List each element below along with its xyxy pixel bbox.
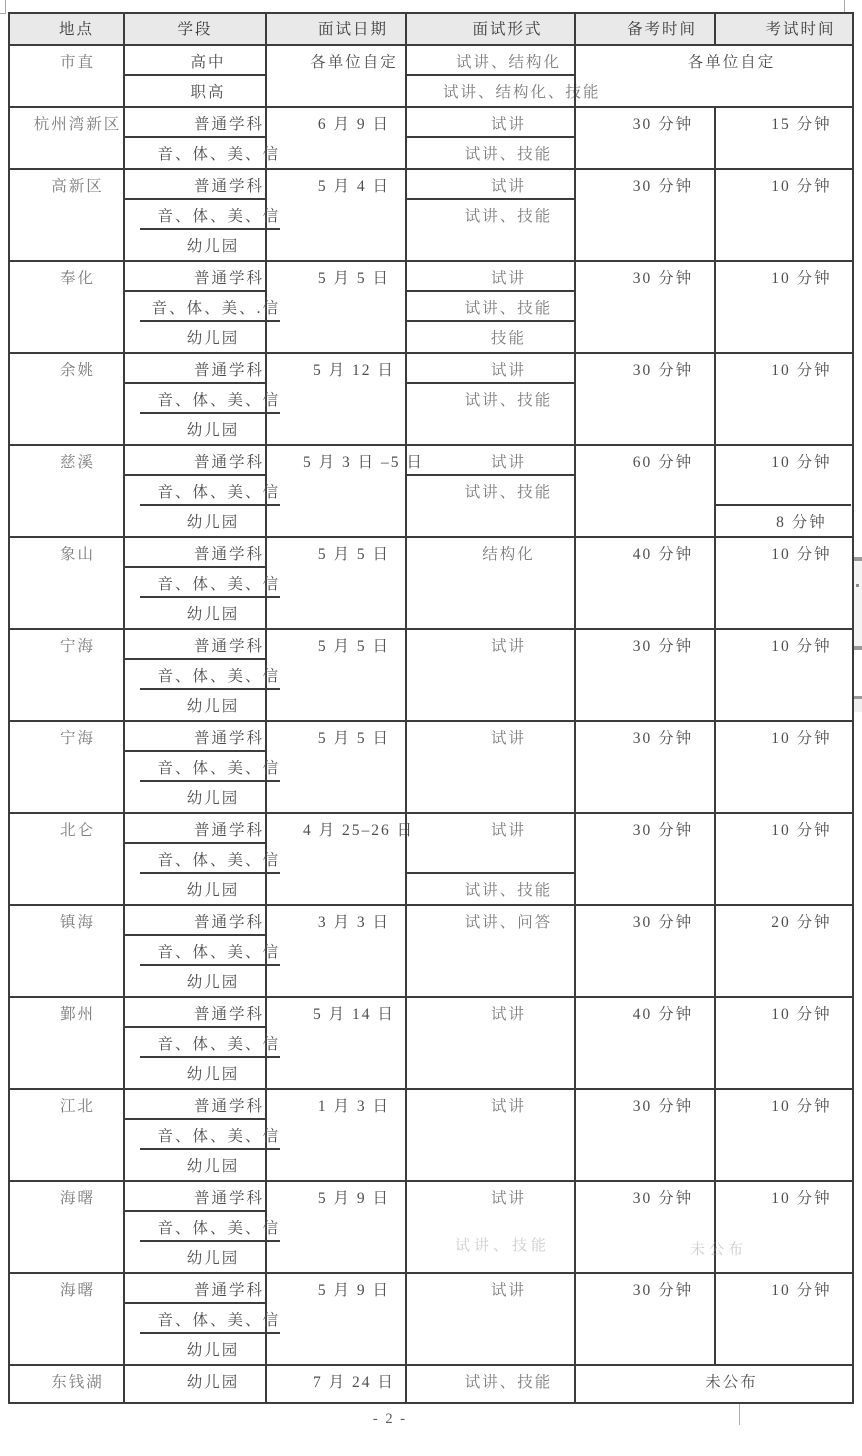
cell-formats	[405, 46, 601, 106]
cell-exam	[714, 1274, 851, 1364]
cell-text: 幼儿园	[186, 1374, 240, 1391]
header-exam-time: 考试时间	[714, 14, 851, 44]
cell-stages	[123, 1182, 280, 1272]
cell-text: 鄞州	[59, 1006, 95, 1023]
cell-text: 1 月 3 日	[317, 1098, 391, 1115]
cell-text: 试讲	[490, 638, 526, 655]
cell-text: 8 分钟	[776, 514, 827, 531]
cell-text: 10 分钟	[771, 1098, 832, 1115]
cell-text: 普通学科	[125, 538, 265, 568]
cell-text: 试讲、技能	[464, 882, 553, 899]
cell-stages	[123, 998, 280, 1088]
cell-text: 各单位自定	[687, 54, 776, 71]
cell-formats	[405, 722, 574, 812]
cell-text: 幼儿园	[186, 238, 240, 255]
cell-text: 普通学科	[125, 722, 265, 752]
cell-stages	[123, 538, 280, 628]
cell-date	[265, 46, 405, 106]
cell-text: 幼儿园	[186, 422, 240, 439]
cell-date	[265, 998, 405, 1088]
cell-date	[265, 538, 405, 628]
cell-text: 幼儿园	[186, 330, 240, 347]
table-header-row	[10, 14, 852, 44]
header-interview-format: 面试形式	[405, 14, 574, 44]
cell-text: 试讲	[407, 354, 574, 384]
cell-text: 6 月 9 日	[317, 116, 391, 133]
cell-stages	[123, 814, 280, 904]
cell-text: 30 分钟	[632, 178, 694, 195]
cell-text: 幼儿园	[186, 698, 240, 715]
scrollbar-fragment[interactable]	[853, 557, 862, 650]
cell-text: 试讲	[490, 1006, 526, 1023]
cell-text: 30 分钟	[632, 116, 694, 133]
schedule-table	[8, 12, 854, 1404]
cell-text: 音、体、美、信	[140, 936, 280, 966]
cell-prep-exam-merged	[574, 1366, 851, 1402]
table-row-group	[10, 444, 852, 536]
cell-text: 幼儿园	[186, 790, 240, 807]
page-corner-mark-top-left	[0, 0, 6, 14]
header-interview-date: 面试日期	[265, 14, 405, 44]
cell-stages	[123, 108, 280, 168]
cell-text: 幼儿园	[186, 1066, 240, 1083]
cell-text: 试讲、结构化	[407, 46, 574, 76]
cell-exam	[714, 262, 851, 352]
cell-text: 10 分钟	[771, 1282, 832, 1299]
cell-text: 60 分钟	[632, 454, 694, 471]
cell-text: 奉化	[59, 270, 95, 287]
cell-stages	[123, 46, 265, 106]
cell-formats	[405, 1182, 574, 1272]
cell-text: 技能	[490, 330, 526, 347]
cell-formats	[405, 906, 574, 996]
page-number: - 2 -	[372, 1411, 408, 1427]
cell-date	[265, 1274, 405, 1364]
cell-text: 幼儿园	[186, 1158, 240, 1175]
cell-text: 宁海	[59, 730, 95, 747]
cell-text: 试讲、技能	[464, 392, 553, 409]
cell-prep	[574, 998, 714, 1088]
cell-formats	[405, 1366, 574, 1402]
cell-text: 试讲	[490, 730, 526, 747]
cell-exam	[714, 108, 851, 168]
cell-prep	[574, 538, 714, 628]
cell-stages	[123, 354, 280, 444]
cell-formats	[405, 538, 574, 628]
cell-date	[265, 446, 424, 536]
cell-text: 5 月 5 日	[317, 638, 391, 655]
cell-text: 15 分钟	[771, 116, 832, 133]
table-row-group	[10, 44, 852, 106]
cell-text: 幼儿园	[186, 514, 240, 531]
cell-text: 试讲、技能	[464, 146, 553, 163]
cell-location	[10, 814, 123, 904]
cell-exam	[714, 906, 851, 996]
cell-text: 试讲	[407, 108, 574, 138]
cell-text: 试讲	[407, 170, 574, 200]
cell-text: 市直	[59, 54, 95, 71]
cell-text: 40 分钟	[632, 1006, 694, 1023]
cell-text: 7 月 24 日	[313, 1374, 395, 1391]
cell-text: 幼儿园	[186, 1250, 240, 1267]
cell-location	[10, 170, 123, 260]
cell-text: 镇海	[59, 914, 95, 931]
cell-text: 试讲、技能	[407, 292, 574, 322]
cell-location	[10, 722, 123, 812]
cell-location	[10, 1182, 123, 1272]
cell-exam	[714, 998, 851, 1088]
cell-text: 5 月 14 日	[313, 1006, 395, 1023]
cell-text: 音、体、美、信	[157, 146, 280, 163]
cell-date	[265, 170, 405, 260]
cell-prep	[574, 108, 714, 168]
cell-location	[10, 46, 123, 106]
cell-text: 普通学科	[125, 354, 265, 384]
cell-text: 普通学科	[125, 170, 265, 200]
cell-text: 5 月 12 日	[313, 362, 395, 379]
cell-formats	[405, 998, 574, 1088]
table-row-group	[10, 106, 852, 168]
cell-text: 音、体、美、信	[140, 384, 280, 414]
cell-stages	[123, 170, 280, 260]
cell-prep-exam-merged	[574, 46, 851, 106]
cell-exam	[714, 354, 851, 444]
cell-text: 各单位自定	[310, 54, 398, 71]
cell-text: 5 月 9 日	[317, 1282, 391, 1299]
cell-text: 3 月 3 日	[317, 914, 391, 931]
cell-prep	[574, 906, 714, 996]
cell-exam	[714, 630, 851, 720]
table-row-group	[10, 1272, 852, 1364]
cell-text: 30 分钟	[632, 638, 694, 655]
cell-text: 10 分钟	[771, 362, 832, 379]
cell-location	[10, 538, 123, 628]
cell-date	[265, 108, 405, 168]
cell-text: 慈溪	[59, 454, 95, 471]
cell-prep	[574, 722, 714, 812]
header-stage: 学段	[123, 14, 265, 44]
cell-text: 杭州湾新区	[33, 116, 122, 133]
cell-date	[265, 722, 405, 812]
cell-location	[10, 1366, 123, 1402]
cell-stages	[123, 446, 280, 536]
cell-text: 10 分钟	[771, 1006, 832, 1023]
cell-text: 5 月 9 日	[317, 1190, 391, 1207]
cell-text: 音、体、美、信	[140, 1212, 280, 1242]
cell-exam	[714, 446, 851, 536]
table-row-group	[10, 536, 852, 628]
cell-date	[265, 1090, 405, 1180]
cell-text: 普通学科	[125, 814, 265, 844]
cell-text: 试讲、技能	[464, 208, 553, 225]
cell-text: 结构化	[482, 546, 535, 563]
table-row-group	[10, 1364, 852, 1402]
cell-text: 30 分钟	[632, 1098, 694, 1115]
cell-text: 海曙	[59, 1190, 95, 1207]
cell-text: 幼儿园	[186, 606, 240, 623]
cell-text: 30 分钟	[632, 914, 694, 931]
cell-text: 40 分钟	[632, 546, 694, 563]
cell-prep	[574, 262, 714, 352]
cell-text: 音、体、美、.信	[140, 292, 280, 322]
cell-location	[10, 446, 123, 536]
scrollbar-dot[interactable]	[856, 584, 859, 587]
cell-text: 5 月 5 日	[317, 730, 391, 747]
cell-text: 试讲	[490, 1098, 526, 1115]
cell-stages	[123, 1274, 280, 1364]
cell-text: 音、体、美、信	[140, 200, 280, 230]
cell-date	[265, 906, 405, 996]
cell-text: 5 月 5 日	[317, 546, 391, 563]
cell-text: 普通学科	[125, 1274, 265, 1304]
cell-exam	[714, 170, 851, 260]
cell-text: 普通学科	[125, 446, 265, 476]
cell-text: 10 分钟	[716, 446, 851, 506]
cell-formats	[405, 108, 574, 168]
cell-formats	[405, 446, 574, 536]
cell-formats	[405, 1090, 574, 1180]
cell-date	[265, 630, 405, 720]
cell-text: 30 分钟	[632, 270, 694, 287]
cell-text: 高中	[125, 46, 265, 76]
cell-formats	[405, 262, 574, 352]
cell-text: 高新区	[51, 178, 104, 195]
cell-prep	[574, 446, 714, 536]
cell-text: 东钱湖	[51, 1374, 104, 1391]
cell-text: 音、体、美、信	[140, 1120, 280, 1150]
cell-text: 4 月 25–26 日	[303, 822, 415, 839]
ghost-text: 未公布	[690, 1242, 748, 1258]
cell-text: 未公布	[705, 1374, 758, 1391]
cell-formats	[405, 814, 574, 904]
cell-text: 10 分钟	[771, 730, 832, 747]
cell-text: 普通学科	[125, 906, 265, 936]
cell-stages	[123, 262, 280, 352]
cell-text: 海曙	[59, 1282, 95, 1299]
cell-prep	[574, 814, 714, 904]
cell-text: 音、体、美、信	[140, 660, 280, 690]
cell-text: 音、体、美、信	[140, 1304, 280, 1334]
cell-date	[265, 354, 405, 444]
cell-date	[265, 1182, 405, 1272]
cell-stages	[123, 722, 280, 812]
cell-text: 10 分钟	[771, 638, 832, 655]
cell-text: 5 月 3 日 –5 日	[303, 454, 424, 471]
cell-text: 30 分钟	[632, 822, 694, 839]
cell-text: 10 分钟	[771, 270, 832, 287]
table-row-group	[10, 260, 852, 352]
cell-location	[10, 998, 123, 1088]
cell-location	[10, 630, 123, 720]
cell-text: 音、体、美、信	[140, 844, 280, 874]
cell-text: 余姚	[59, 362, 95, 379]
cell-text: 试讲、问答	[464, 914, 553, 931]
cell-text: 音、体、美、信	[140, 568, 280, 598]
cell-text: 10 分钟	[771, 822, 832, 839]
table-row-group	[10, 996, 852, 1088]
cell-text: 普通学科	[125, 1182, 265, 1212]
cell-formats	[405, 630, 574, 720]
cell-location	[10, 906, 123, 996]
table-row-group	[10, 628, 852, 720]
cell-prep	[574, 354, 714, 444]
cell-text: 音、体、美、信	[140, 1028, 280, 1058]
cell-text: 象山	[59, 546, 95, 563]
cell-text: 普通学科	[125, 262, 265, 292]
cell-location	[10, 262, 123, 352]
cell-text: 音、体、美、信	[140, 752, 280, 782]
cell-prep	[574, 1274, 714, 1364]
header-prep-time: 备考时间	[574, 14, 714, 44]
cell-text: 幼儿园	[186, 882, 240, 899]
cell-text: 5 月 5 日	[317, 270, 391, 287]
cell-exam	[714, 538, 851, 628]
cell-text: 试讲	[490, 1190, 526, 1207]
cell-formats	[405, 170, 574, 260]
cell-stages	[123, 630, 280, 720]
cell-text: 20 分钟	[771, 914, 832, 931]
cell-text: 试讲	[490, 1282, 526, 1299]
cell-text: 试讲、技能	[464, 484, 553, 501]
cell-exam	[714, 722, 851, 812]
table-row-group	[10, 1088, 852, 1180]
cell-text: 江北	[59, 1098, 95, 1115]
cell-prep	[574, 1090, 714, 1180]
cell-text: 试讲	[407, 446, 574, 476]
cell-text: 30 分钟	[632, 730, 694, 747]
table-row-group	[10, 720, 852, 812]
ghost-text: 试讲、技能	[455, 1238, 551, 1254]
cell-location	[10, 354, 123, 444]
table-row-group	[10, 904, 852, 996]
cell-location	[10, 1090, 123, 1180]
cell-text: 音、体、美、信	[140, 476, 280, 506]
scrollbar-fragment[interactable]	[853, 696, 862, 712]
cell-prep	[574, 630, 714, 720]
cell-date	[265, 1366, 405, 1402]
cell-text: 30 分钟	[632, 1282, 694, 1299]
cell-location	[10, 108, 123, 168]
cell-location	[10, 1274, 123, 1364]
cell-text: 北仑	[59, 822, 95, 839]
cell-stages	[123, 906, 280, 996]
cell-exam	[714, 1090, 851, 1180]
cell-text: 30 分钟	[632, 1190, 694, 1207]
cell-text: 幼儿园	[186, 1342, 240, 1359]
cell-text: 10 分钟	[771, 178, 832, 195]
cell-stages	[123, 1090, 280, 1180]
table-row-group	[10, 168, 852, 260]
header-location: 地点	[58, 21, 94, 38]
cell-text: 试讲、结构化、技能	[443, 84, 601, 101]
cell-date	[265, 262, 405, 352]
cell-text: 30 分钟	[632, 362, 694, 379]
cell-text: 职高	[190, 84, 226, 101]
cell-formats	[405, 1274, 574, 1364]
cell-text: 普通学科	[125, 998, 265, 1028]
cell-text: 幼儿园	[186, 974, 240, 991]
cell-formats	[405, 354, 574, 444]
cell-text: 试讲	[407, 814, 574, 874]
cell-date	[265, 814, 415, 904]
cell-text: 普通学科	[125, 630, 265, 660]
cell-prep	[574, 170, 714, 260]
cell-text: 试讲	[407, 262, 574, 292]
table-row-group	[10, 812, 852, 904]
cell-text: 宁海	[59, 638, 95, 655]
cell-text: 普通学科	[125, 108, 265, 138]
cell-text: 5 月 4 日	[317, 178, 391, 195]
cell-text: 普通学科	[125, 1090, 265, 1120]
table-row-group	[10, 352, 852, 444]
cell-stages	[123, 1366, 265, 1402]
cell-text: 10 分钟	[771, 1190, 832, 1207]
cell-exam	[714, 814, 851, 904]
cell-text: 10 分钟	[771, 546, 832, 563]
cell-text: 试讲、技能	[464, 1374, 553, 1391]
